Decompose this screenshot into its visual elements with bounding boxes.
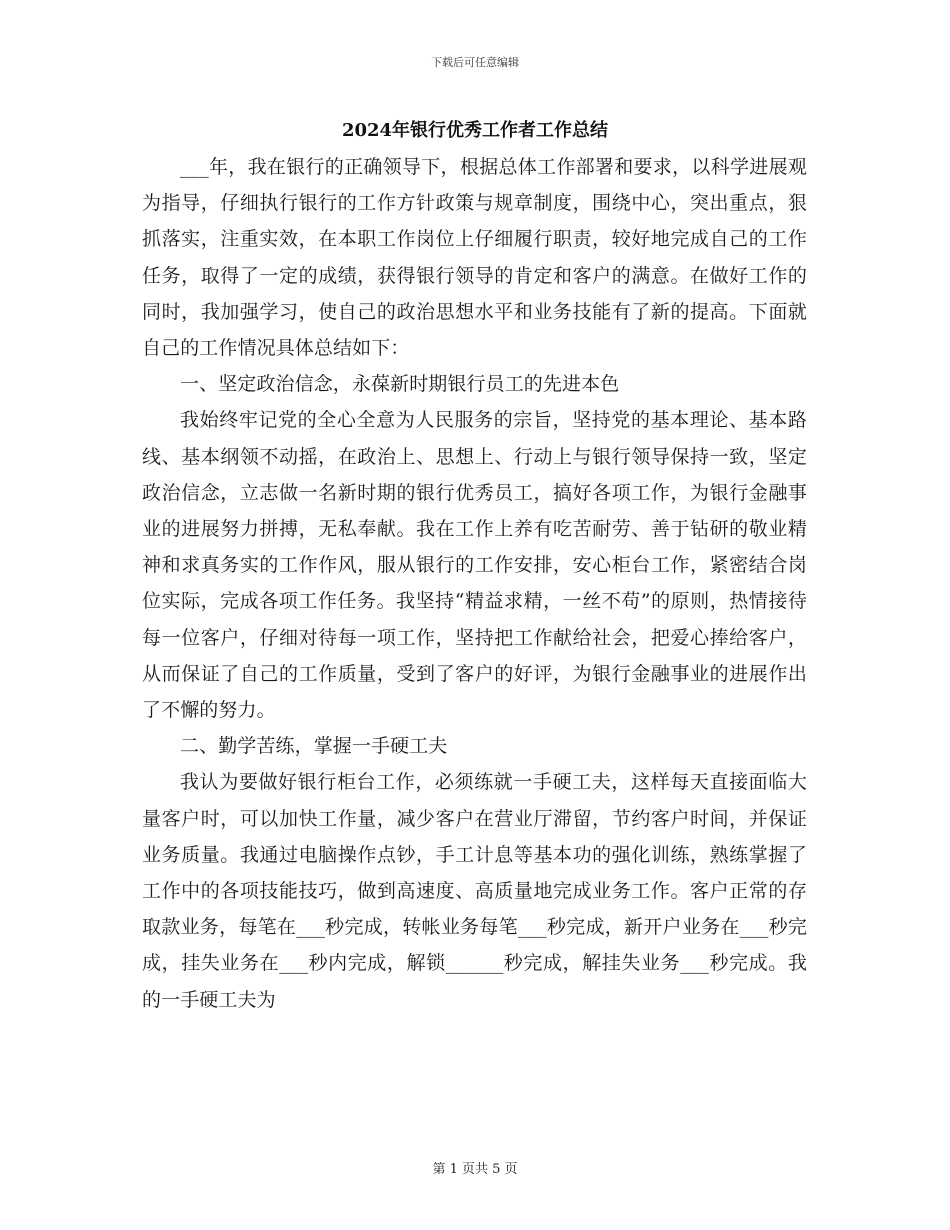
document-title: 2024年银行优秀工作者工作总结 — [341, 120, 609, 141]
header-note: 下载后可任意编辑 — [431, 56, 519, 69]
paragraph-section-2: 我认为要做好银行柜台工作，必须练就一手硬工夫，这样每天直接面临大量客户时，可以加快工作量，减少客户在营业厅滞留，节约客户时间，并保证业务质量。我通过电脑操作点钞，手工计息等基本功的强化训练，熟练掌握了工作中的各项技能技巧，做到高速度、高质量地完成业务工作。客户正常的存取款业务，每笔在___秒完成，转帐业务每笔___秒完成，新开户业务在___秒完成，挂失业务在___秒内完成，解锁______秒完成，解挂失业务___秒完成。我的一手硬工夫为 — [142, 771, 807, 1011]
paragraph-intro: ___年，我在银行的正确领导下，根据总体工作部署和要求，以科学进展观为指导，仔细执行银行的工作方针政策与规章制度，围绕中心，突出重点，狠抓落实，注重实效，在本职工作岗位上仔细履行职责，较好地完成自己的工作任务，取得了一定的成绩，获得银行领导的肯定和客户的满意。在做好工作的同时，我加强学习，使自己的政治思想水平和业务技能有了新的提高。下面就自己的工作情况具体总结如下： — [142, 156, 807, 360]
paragraph-section-1: 我始终牢记党的全心全意为人民服务的宗旨，坚持党的基本理论、基本路线、基本纲领不动摇，在政治上、思想上、行动上与银行领导保持一致，坚定政治信念，立志做一名新时期的银行优秀员工，搞好各项工作，为银行金融事业的进展努力拼搏，无私奉献。我在工作上养有吃苦耐劳、善于钻研的敬业精神和求真务实的工作作风，服从银行的工作安排，安心柜台工作，紧密结合岗位实际，完成各项工作任务。我坚持“精益求精，一丝不苟”的原则，热情接待每一位客户，仔细对待每一项工作，坚持把工作献给社会，把爱心捧给客户，从而保证了自己的工作质量，受到了客户的好评，为银行金融事业的进展作出了不懈的努力。 — [142, 409, 807, 722]
section-heading-1: 一、坚定政治信念，永葆新时期银行员工的先进本色 — [180, 373, 620, 396]
page-footer: 第 1 页共 5 页 — [432, 1162, 518, 1177]
section-heading-2: 二、勤学苦练，掌握一手硬工夫 — [180, 735, 448, 758]
document-body — [142, 149, 807, 1018]
